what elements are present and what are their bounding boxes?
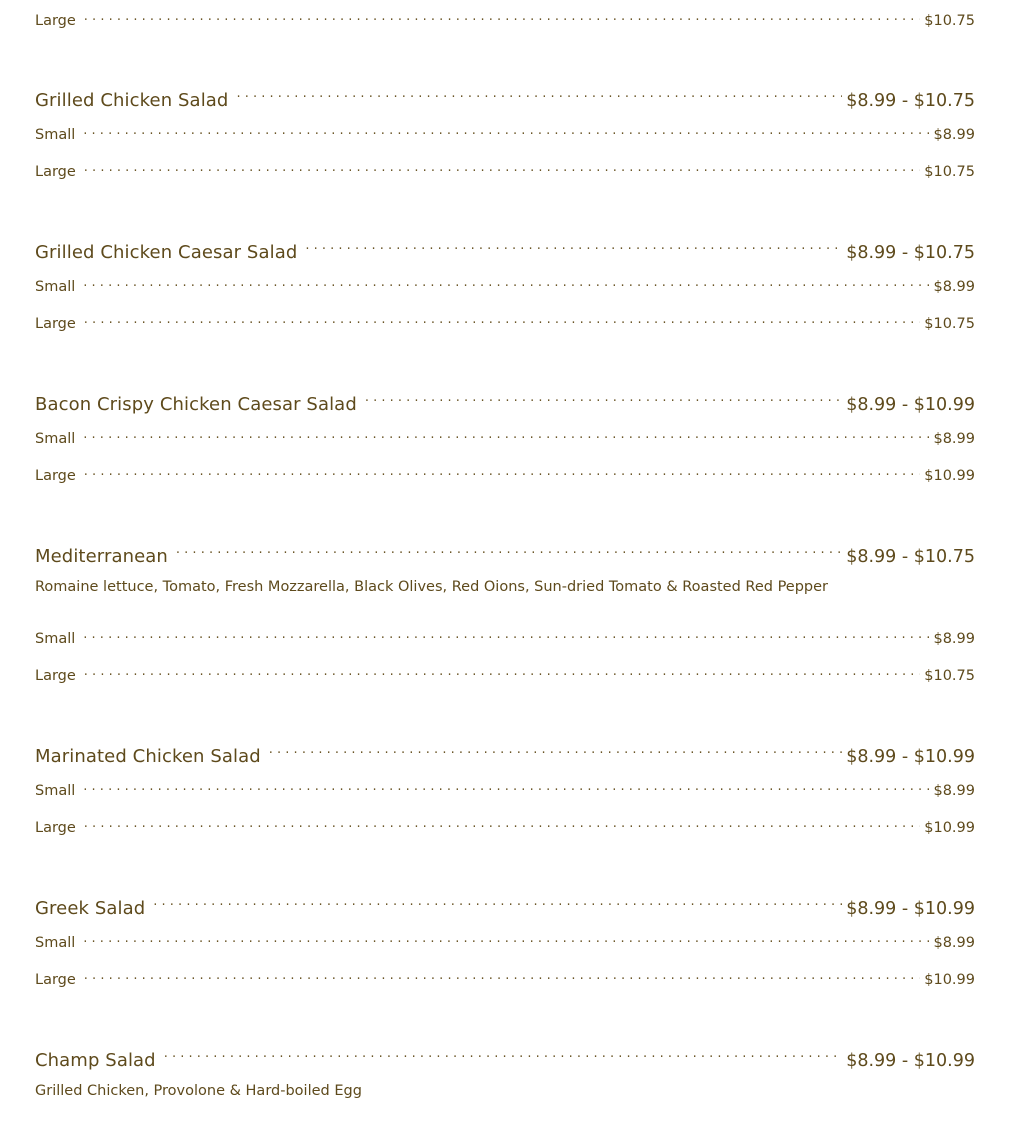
item-name: Mediterranean — [35, 545, 168, 567]
size-price: $8.99 — [933, 278, 975, 295]
dot-leader — [83, 427, 929, 443]
item-price-range: $8.99 - $10.99 — [846, 1050, 975, 1071]
dot-leader — [269, 742, 842, 762]
menu-item-grilled-chicken-salad — [35, 86, 975, 197]
size-price: $8.99 — [933, 430, 975, 447]
size-row — [35, 968, 975, 1005]
size-row — [35, 931, 975, 968]
size-price: $10.75 — [924, 315, 975, 332]
size-row — [35, 160, 975, 197]
item-price-range: $8.99 - $10.75 — [846, 90, 975, 111]
size-price: $10.75 — [924, 667, 975, 684]
item-name: Grilled Chicken Caesar Salad — [35, 241, 298, 263]
dot-leader — [164, 1046, 843, 1066]
dot-leader — [153, 894, 842, 914]
dot-leader — [84, 968, 920, 984]
dot-leader — [84, 664, 920, 680]
menu-item-mediterranean — [35, 542, 975, 701]
size-price: $8.99 — [933, 126, 975, 143]
size-label: Large — [35, 163, 76, 180]
item-name: Greek Salad — [35, 897, 146, 919]
size-price: $10.75 — [924, 163, 975, 180]
item-description: Grilled Chicken, Provolone & Hard-boiled Egg — [35, 1083, 362, 1099]
item-price-range: $8.99 - $10.99 — [846, 898, 975, 919]
size-label: Small — [35, 430, 76, 447]
item-price-range: $8.99 - $10.99 — [846, 746, 975, 767]
size-label: Small — [35, 126, 76, 143]
size-label: Small — [35, 782, 76, 799]
size-row — [35, 427, 975, 464]
item-title-row — [35, 894, 975, 931]
size-row — [35, 779, 975, 816]
size-row — [35, 627, 975, 664]
dot-leader — [84, 464, 920, 480]
size-row — [35, 664, 975, 701]
dot-leader — [305, 238, 842, 258]
item-title-row — [35, 238, 975, 275]
item-price-range: $8.99 - $10.75 — [846, 546, 975, 567]
dot-leader — [84, 160, 920, 176]
item-title-row — [35, 86, 975, 123]
item-description: Romaine lettuce, Tomato, Fresh Mozzarella, Black Olives, Red Oions, Sun-dried Tomato & Roasted Red Pepper — [35, 579, 829, 595]
size-label: Large — [35, 819, 76, 836]
size-price: $8.99 — [933, 782, 975, 799]
menu-item-grilled-chicken-caesar-salad — [35, 238, 975, 349]
dot-leader — [236, 86, 842, 106]
dot-leader — [84, 816, 920, 832]
dot-leader — [176, 542, 842, 562]
dot-leader — [83, 123, 929, 139]
item-name: Champ Salad — [35, 1049, 156, 1071]
size-label: Large — [35, 12, 76, 29]
dot-leader — [83, 779, 929, 795]
size-price: $10.75 — [924, 12, 975, 29]
item-title-row — [35, 742, 975, 779]
dot-leader — [83, 627, 929, 643]
item-title-row — [35, 390, 975, 427]
dot-leader — [84, 312, 920, 328]
size-price: $8.99 — [933, 934, 975, 951]
size-row — [35, 9, 975, 46]
dot-leader — [83, 931, 929, 947]
dot-leader — [365, 390, 842, 410]
menu-item-champ-salad — [35, 1046, 975, 1131]
item-title-row — [35, 542, 975, 579]
size-price: $10.99 — [924, 971, 975, 988]
item-name: Grilled Chicken Salad — [35, 89, 229, 111]
item-name: Marinated Chicken Salad — [35, 745, 261, 767]
size-row — [35, 464, 975, 501]
item-name: Bacon Crispy Chicken Caesar Salad — [35, 393, 357, 415]
size-row — [35, 816, 975, 853]
size-label: Large — [35, 315, 76, 332]
size-row — [35, 123, 975, 160]
size-price: $8.99 — [933, 630, 975, 647]
size-label: Small — [35, 630, 76, 647]
menu-item-greek-salad — [35, 894, 975, 1005]
size-label: Small — [35, 934, 76, 951]
menu-item-marinated-chicken-salad — [35, 742, 975, 853]
dot-leader — [83, 275, 929, 291]
size-price: $10.99 — [924, 819, 975, 836]
menu-item-bacon-crispy-chicken-caesar-salad — [35, 390, 975, 501]
item-price-range: $8.99 - $10.75 — [846, 242, 975, 263]
size-price: $10.99 — [924, 467, 975, 484]
item-title-row — [35, 1046, 975, 1083]
size-label: Large — [35, 667, 76, 684]
size-label: Large — [35, 971, 76, 988]
size-row — [35, 275, 975, 312]
item-price-range: $8.99 - $10.99 — [846, 394, 975, 415]
size-label: Small — [35, 278, 76, 295]
dot-leader — [84, 9, 920, 25]
size-row — [35, 312, 975, 349]
salad-menu — [35, 0, 975, 1131]
size-label: Large — [35, 467, 76, 484]
